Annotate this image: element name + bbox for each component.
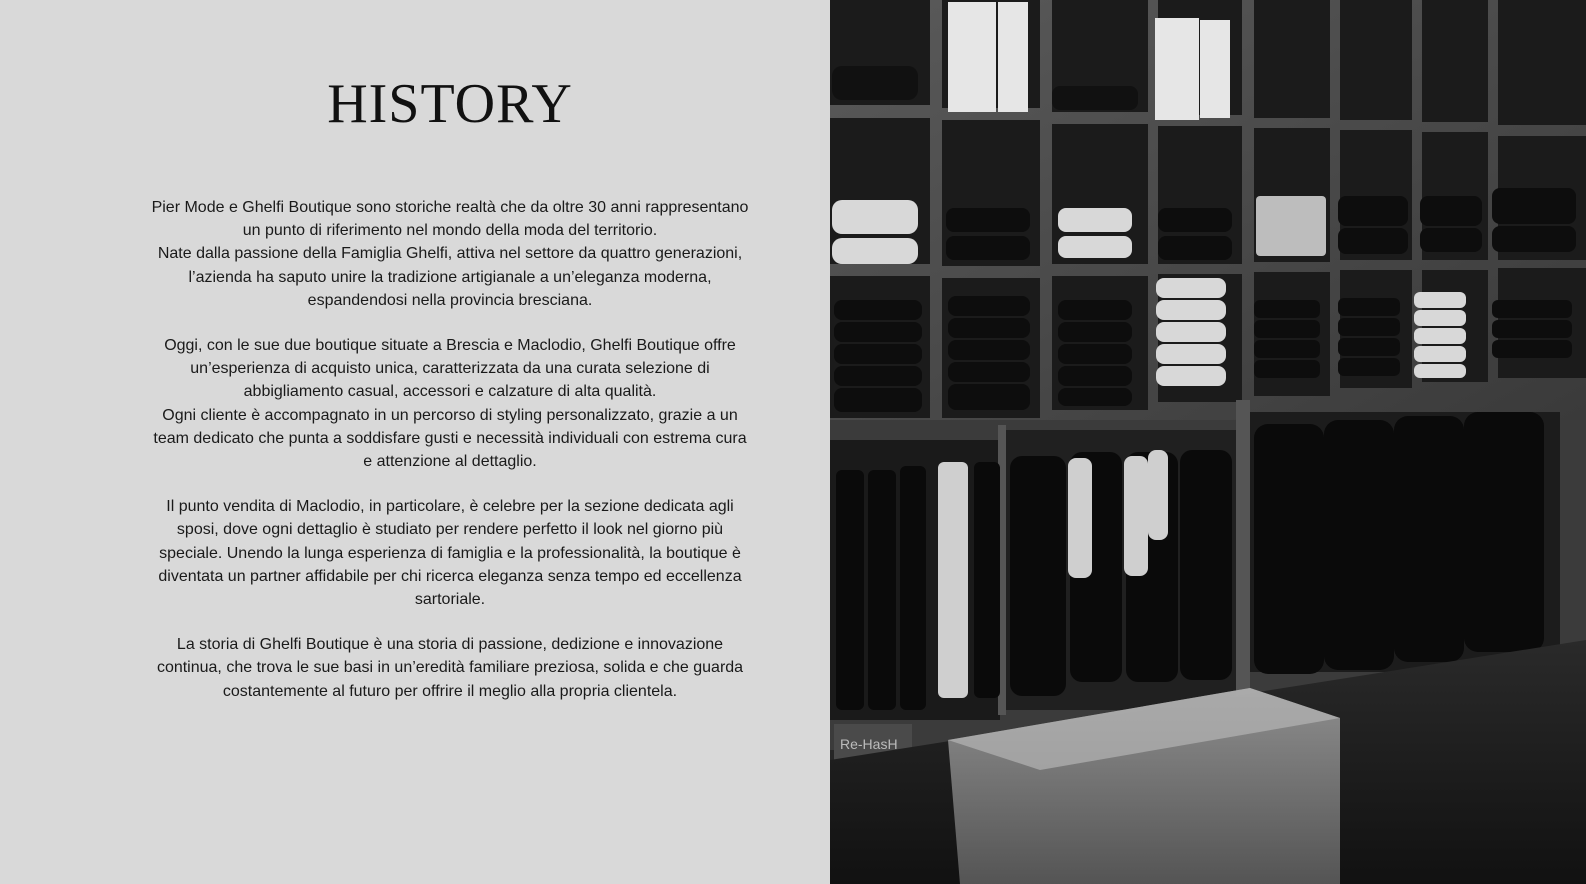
text-line: sposi, dove ogni dettaglio è studiato per rendere perfetto il look nel giorno più bbox=[176, 521, 724, 539]
text-line: e attenzione al dettaglio. bbox=[363, 453, 537, 471]
paragraph-3 bbox=[138, 495, 762, 611]
shelves-illustration bbox=[830, 0, 1586, 884]
text-line: diventata un partner affidabile per chi ricerca eleganza senza tempo ed eccellenza bbox=[158, 567, 742, 585]
text-line: un punto di riferimento nel mondo della moda del territorio. bbox=[242, 222, 658, 240]
paragraph-4 bbox=[138, 633, 762, 703]
paragraph-2 bbox=[138, 334, 762, 473]
text-line: espandendosi nella provincia bresciana. bbox=[307, 291, 593, 309]
history-text bbox=[138, 196, 762, 725]
text-line: Nate dalla passione della Famiglia Ghelfi, attiva nel settore da quattro generazioni, bbox=[157, 245, 743, 263]
text-line: costantemente al futuro per offrire il meglio alla propria clientela. bbox=[222, 682, 678, 700]
text-line: Pier Mode e Ghelfi Boutique sono storiche realtà che da oltre 30 anni rappresentano bbox=[151, 199, 749, 216]
text-line: team dedicato che punta a soddisfare gusti e necessità individuali con estrema cura bbox=[153, 429, 747, 447]
paragraph-1 bbox=[138, 196, 762, 312]
text-line: abbigliamento casual, accessori e calzature di alta qualità. bbox=[243, 383, 657, 401]
text-line: La storia di Ghelfi Boutique è una storia di passione, dedizione e innovazione bbox=[176, 636, 724, 654]
text-line: continua, che trova le sue basi in un’eredità familiare preziosa, solida e che guarda bbox=[156, 659, 744, 677]
brand-sign-label: Re-HasH bbox=[840, 736, 898, 752]
text-line: sartoriale. bbox=[414, 591, 486, 609]
text-line: speciale. Unendo la lunga esperienza di famiglia e la professionalità, la boutique è bbox=[159, 544, 741, 562]
text-line: Il punto vendita di Maclodio, in particolare, è celebre per la sezione dedicata agli bbox=[166, 498, 734, 516]
text-line: Oggi, con le sue due boutique situate a Brescia e Maclodio, Ghelfi Boutique offre bbox=[164, 337, 736, 355]
page-title: HISTORY bbox=[327, 73, 573, 135]
boutique-shelves-photo bbox=[830, 0, 1586, 884]
text-line: Ogni cliente è accompagnato in un percorso di styling personalizzato, grazie a un bbox=[162, 406, 738, 424]
text-line: l’azienda ha saputo unire la tradizione artigianale a un’eleganza moderna, bbox=[188, 268, 712, 286]
text-line: un’esperienza di acquisto unica, caratterizzata da una curata selezione di bbox=[190, 360, 710, 378]
